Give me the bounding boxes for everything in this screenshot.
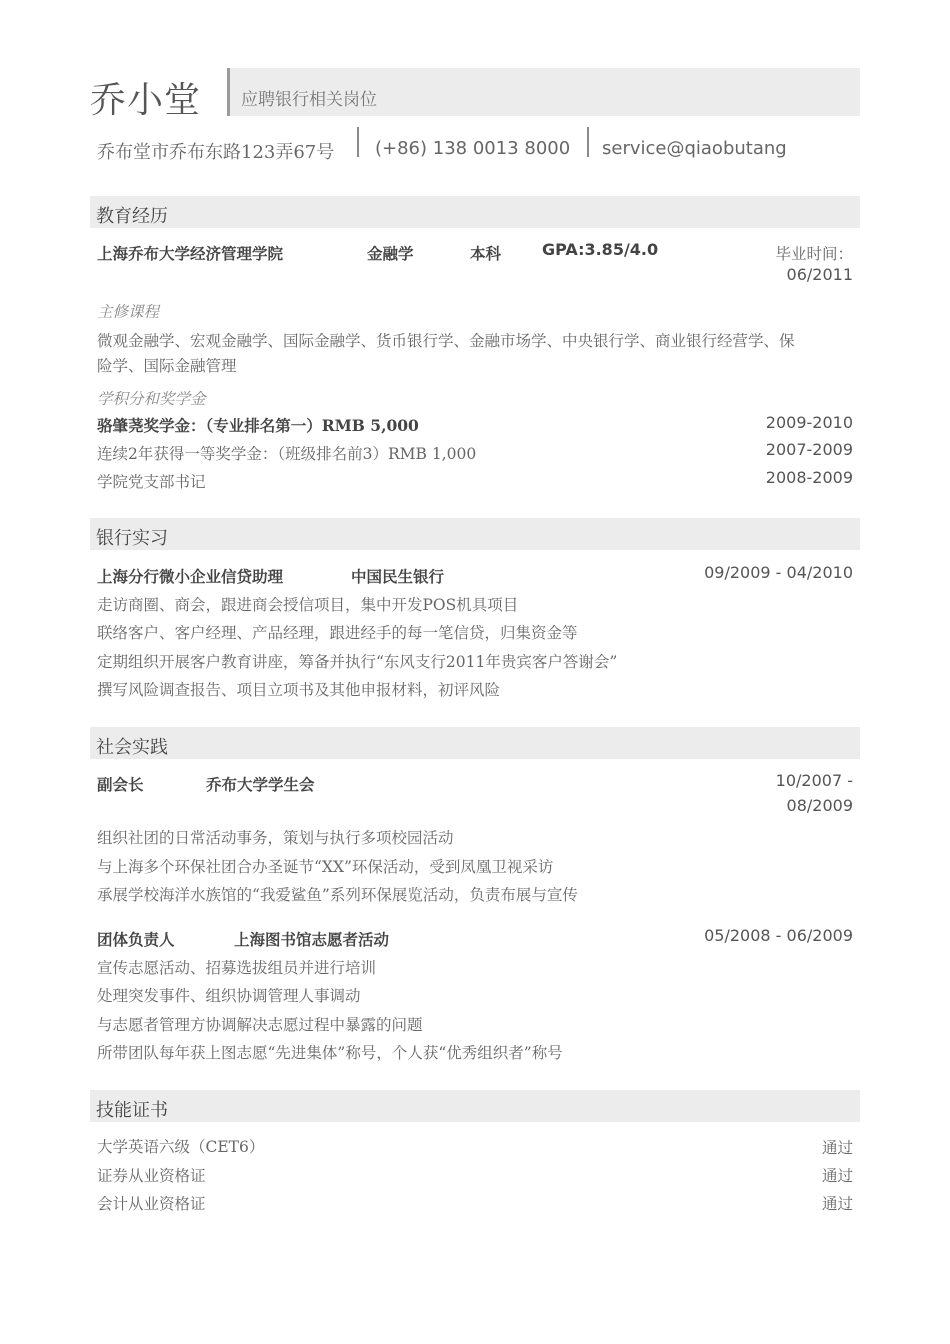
section-bar-education: [90, 196, 860, 228]
social-date: 05/2008 - 06/2009: [704, 926, 853, 945]
social-item: 处理突发事件、组织协调管理人事调动: [97, 987, 361, 1005]
skill-status: 通过: [821, 1167, 853, 1185]
section-title-internship: 银行实习: [96, 528, 168, 549]
award-date: 2007-2009: [765, 440, 853, 459]
social-item: 与上海多个环保社团合办圣诞节“XX”环保活动，受到凤凰卫视采访: [97, 858, 554, 876]
social-date: 10/2007 -: [775, 771, 853, 790]
skill-status: 通过: [821, 1195, 853, 1213]
award-item: 学院党支部书记: [97, 473, 206, 491]
section-title-social: 社会实践: [96, 737, 168, 758]
social-item: 组织社团的日常活动事务，策划与执行多项校园活动: [97, 829, 454, 847]
contact-divider: [587, 127, 589, 157]
school: 上海乔布大学经济管理学院: [97, 245, 284, 263]
social-role: 副会长: [97, 776, 144, 794]
courses-line: 微观金融学、宏观金融学、国际金融学、货币银行学、金融市场学、中央银行学、商业银行经营学、保: [97, 332, 795, 350]
skill-status: 通过: [821, 1139, 853, 1157]
section-bar-skills: [90, 1090, 860, 1122]
award-item: 骆肇荛奖学金：（专业排名第一）RMB 5,000: [97, 416, 419, 435]
internship-date: 09/2009 - 04/2010: [704, 563, 853, 582]
award-date: 2008-2009: [765, 468, 853, 487]
social-date: 08/2009: [786, 796, 853, 815]
social-item: 与志愿者管理方协调解决志愿过程中暴露的问题: [97, 1016, 423, 1034]
contact-divider: [357, 127, 359, 157]
major: 金融学: [367, 245, 414, 263]
award-item: 连续2年获得一等奖学金：（班级排名前3）RMB 1,000: [97, 445, 477, 463]
skill-name: 大学英语六级（CET6）: [97, 1138, 265, 1156]
skill-name: 会计从业资格证: [97, 1195, 206, 1213]
social-item: 所带团队每年获上图志愿“先进集体”称号，个人获“优秀组织者”称号: [97, 1044, 563, 1062]
graduation-date: 06/2011: [786, 265, 853, 284]
internship-item: 联络客户、客户经理、产品经理，跟进经手的每一笔信贷，归集资金等: [97, 624, 578, 642]
social-role: 团体负责人: [97, 931, 175, 949]
degree: 本科: [470, 245, 502, 263]
award-date: 2009-2010: [765, 413, 853, 432]
internship-role: 上海分行微小企业信贷助理: [97, 568, 284, 586]
section-title-education: 教育经历: [96, 206, 168, 227]
awards-label: 学积分和奖学金: [97, 390, 206, 408]
internship-item: 撰写风险调查报告、项目立项书及其他申报材料，初评风险: [97, 681, 501, 699]
phone: (+86) 138 0013 8000: [375, 138, 571, 159]
address: 乔布堂市乔布东路123弄67号: [97, 142, 335, 163]
candidate-name: 乔小堂: [90, 80, 202, 121]
section-title-skills: 技能证书: [96, 1100, 168, 1121]
social-item: 宣传志愿活动、招募选拔组员并进行培训: [97, 959, 377, 977]
courses-line: 险学、国际金融管理: [97, 357, 237, 375]
graduation-label: 毕业时间：: [775, 245, 853, 263]
internship-org: 中国民生银行: [351, 568, 445, 586]
section-bar-internship: [90, 518, 860, 550]
social-org: 上海图书馆志愿者活动: [234, 931, 390, 949]
social-item: 承展学校海洋水族馆的“我爱鲨鱼”系列环保展览活动，负责布展与宣传: [97, 886, 578, 904]
section-bar-social: [90, 727, 860, 759]
internship-item: 走访商圈、商会，跟进商会授信项目，集中开发POS机具项目: [97, 596, 519, 614]
gpa: GPA:3.85/4.0: [542, 240, 659, 259]
social-org: 乔布大学学生会: [206, 776, 315, 794]
courses-label: 主修课程: [97, 303, 160, 321]
target-position: 应聘银行相关岗位: [241, 90, 377, 110]
internship-item: 定期组织开展客户教育讲座，筹备并执行“东风支行2011年贵宾客户答谢会”: [97, 653, 618, 671]
email[interactable]: service@qiaobutang: [602, 138, 787, 159]
skill-name: 证券从业资格证: [97, 1167, 206, 1185]
